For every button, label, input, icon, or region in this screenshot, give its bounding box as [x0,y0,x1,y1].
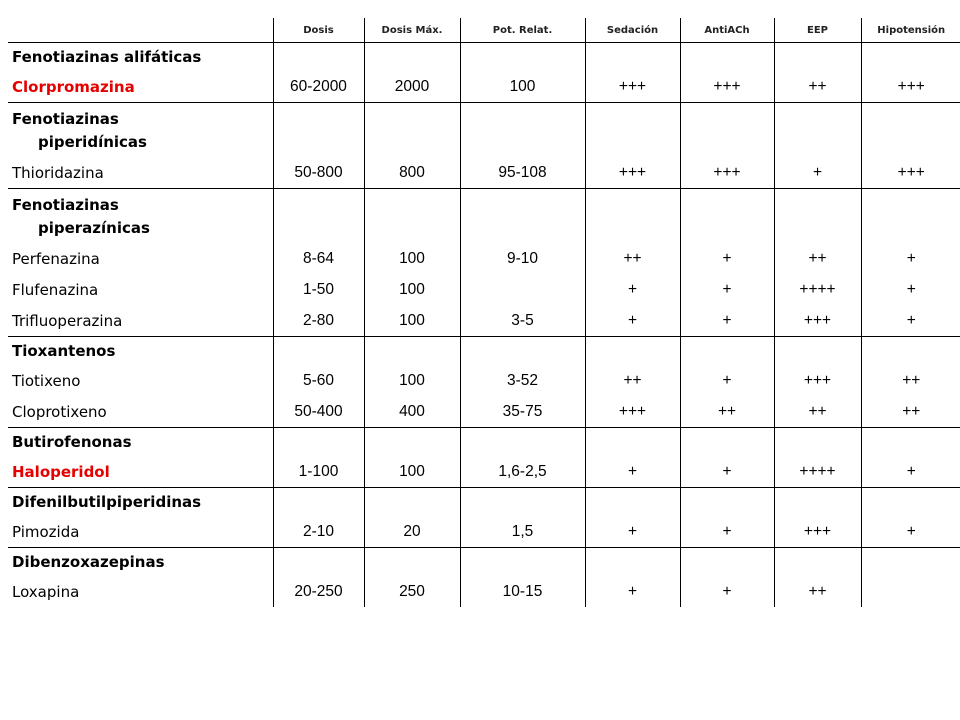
empty-cell [680,337,774,366]
dosis-max-cell: 800 [364,157,460,189]
hipotension-cell: + [861,274,960,305]
eep-cell: ++ [774,71,861,103]
antiach-cell: + [680,274,774,305]
empty-cell [364,548,460,577]
empty-cell [460,428,585,457]
group-title-line: Difenilbutilpiperidinas [12,493,202,511]
dosis-cell: 8-64 [273,243,364,274]
header-row [8,18,960,43]
empty-cell [460,103,585,158]
table-body [8,43,960,608]
eep-cell: ++ [774,396,861,428]
drug-name: Haloperidol [8,456,273,488]
group-title-line: Dibenzoxazepinas [12,553,165,571]
empty-cell [273,488,364,517]
group-title-line: Fenotiazinas alifáticas [12,48,202,66]
header-antiach: AntiACh [680,18,774,43]
eep-cell: ++ [774,576,861,607]
drug-name: Cloprotixeno [8,396,273,428]
empty-cell [273,43,364,72]
pot-relat-cell: 9-10 [460,243,585,274]
group-title [8,488,273,517]
header-pot-relat: Pot. Relat. [460,18,585,43]
header-dosis: Dosis [273,18,364,43]
hipotension-cell [861,576,960,607]
pot-relat-cell: 10-15 [460,576,585,607]
empty-cell [774,337,861,366]
empty-cell [364,43,460,72]
empty-cell [680,548,774,577]
empty-cell [585,428,680,457]
sedacion-cell: + [585,456,680,488]
dosis-cell: 1-50 [273,274,364,305]
empty-cell [680,428,774,457]
table-row [8,71,960,103]
drug-name: Thioridazina [8,157,273,189]
empty-cell [273,103,364,158]
pot-relat-cell: 1,6-2,5 [460,456,585,488]
empty-cell [774,488,861,517]
drug-name: Clorpromazina [8,71,273,103]
dosis-max-cell: 100 [364,456,460,488]
dosis-max-cell: 100 [364,365,460,396]
drug-name: Pimozida [8,516,273,548]
empty-cell [861,189,960,244]
antiach-cell: + [680,305,774,337]
drug-name: Trifluoperazina [8,305,273,337]
group-title-line: Fenotiazinas [12,110,119,128]
empty-cell [861,428,960,457]
eep-cell: ++++ [774,456,861,488]
dosis-cell: 2-80 [273,305,364,337]
hipotension-cell: ++ [861,396,960,428]
table-row [8,305,960,337]
empty-cell [364,428,460,457]
table-row [8,576,960,607]
table-row [8,516,960,548]
empty-cell [273,189,364,244]
pot-relat-cell: 3-52 [460,365,585,396]
antiach-cell: ++ [680,396,774,428]
empty-cell [774,43,861,72]
empty-cell [364,337,460,366]
drug-name: Flufenazina [8,274,273,305]
group-title-line: piperidínicas [38,133,147,151]
dosis-max-cell: 20 [364,516,460,548]
hipotension-cell: + [861,243,960,274]
group-title-line: Fenotiazinas [12,196,119,214]
drug-name: Loxapina [8,576,273,607]
empty-cell [774,548,861,577]
group-header-row [8,548,960,577]
pot-relat-cell: 35-75 [460,396,585,428]
dosis-cell: 50-800 [273,157,364,189]
header-dosis-max: Dosis Máx. [364,18,460,43]
table-row [8,274,960,305]
empty-cell [774,428,861,457]
drug-name: Perfenazina [8,243,273,274]
group-header-row [8,189,960,244]
eep-cell: +++ [774,365,861,396]
hipotension-cell: + [861,305,960,337]
group-title [8,43,273,72]
group-header-row [8,488,960,517]
dosis-max-cell: 100 [364,305,460,337]
antiach-cell: + [680,243,774,274]
header-drug [8,18,273,43]
dosis-cell: 20-250 [273,576,364,607]
table-row [8,456,960,488]
dosis-cell: 2-10 [273,516,364,548]
pot-relat-cell [460,274,585,305]
antipsychotic-comparison-table [8,18,960,607]
dosis-max-cell: 400 [364,396,460,428]
eep-cell: + [774,157,861,189]
sedacion-cell: + [585,305,680,337]
pot-relat-cell: 100 [460,71,585,103]
empty-cell [861,103,960,158]
empty-cell [364,189,460,244]
empty-cell [861,548,960,577]
table-row [8,243,960,274]
empty-cell [585,337,680,366]
antiach-cell: +++ [680,71,774,103]
antiach-cell: + [680,456,774,488]
hipotension-cell: ++ [861,365,960,396]
empty-cell [774,189,861,244]
drug-name: Tiotixeno [8,365,273,396]
empty-cell [460,189,585,244]
group-header-row [8,103,960,158]
empty-cell [460,43,585,72]
empty-cell [585,103,680,158]
dosis-cell: 5-60 [273,365,364,396]
group-title [8,548,273,577]
empty-cell [861,337,960,366]
group-header-row [8,43,960,72]
empty-cell [460,337,585,366]
table-row [8,157,960,189]
group-title-line: Butirofenonas [12,433,132,451]
empty-cell [585,548,680,577]
sedacion-cell: ++ [585,243,680,274]
empty-cell [861,488,960,517]
empty-cell [680,103,774,158]
group-header-row [8,428,960,457]
group-title-line: Tioxantenos [12,342,116,360]
empty-cell [680,488,774,517]
pot-relat-cell: 95-108 [460,157,585,189]
hipotension-cell: + [861,516,960,548]
group-title [8,189,273,244]
table-row [8,365,960,396]
header-sedacion: Sedación [585,18,680,43]
hipotension-cell: + [861,456,960,488]
header-hipotension: Hipotensión [861,18,960,43]
group-title [8,428,273,457]
empty-cell [680,189,774,244]
dosis-max-cell: 100 [364,274,460,305]
sedacion-cell: +++ [585,157,680,189]
group-title [8,103,273,158]
empty-cell [460,548,585,577]
group-header-row [8,337,960,366]
antiach-cell: + [680,576,774,607]
sedacion-cell: +++ [585,71,680,103]
header-eep: EEP [774,18,861,43]
empty-cell [585,189,680,244]
empty-cell [585,488,680,517]
empty-cell [273,548,364,577]
empty-cell [364,103,460,158]
group-title-line: piperazínicas [38,219,150,237]
eep-cell: +++ [774,516,861,548]
empty-cell [680,43,774,72]
antiach-cell: +++ [680,157,774,189]
eep-cell: ++++ [774,274,861,305]
antiach-cell: + [680,516,774,548]
dosis-cell: 1-100 [273,456,364,488]
eep-cell: ++ [774,243,861,274]
empty-cell [460,488,585,517]
hipotension-cell: +++ [861,157,960,189]
empty-cell [774,103,861,158]
dosis-max-cell: 2000 [364,71,460,103]
empty-cell [273,337,364,366]
dosis-max-cell: 100 [364,243,460,274]
empty-cell [273,428,364,457]
sedacion-cell: + [585,576,680,607]
empty-cell [364,488,460,517]
eep-cell: +++ [774,305,861,337]
hipotension-cell: +++ [861,71,960,103]
empty-cell [861,43,960,72]
sedacion-cell: +++ [585,396,680,428]
sedacion-cell: ++ [585,365,680,396]
dosis-max-cell: 250 [364,576,460,607]
pot-relat-cell: 3-5 [460,305,585,337]
empty-cell [585,43,680,72]
dosis-cell: 60-2000 [273,71,364,103]
table-row [8,396,960,428]
sedacion-cell: + [585,516,680,548]
dosis-cell: 50-400 [273,396,364,428]
sedacion-cell: + [585,274,680,305]
group-title [8,337,273,366]
pot-relat-cell: 1,5 [460,516,585,548]
antiach-cell: + [680,365,774,396]
